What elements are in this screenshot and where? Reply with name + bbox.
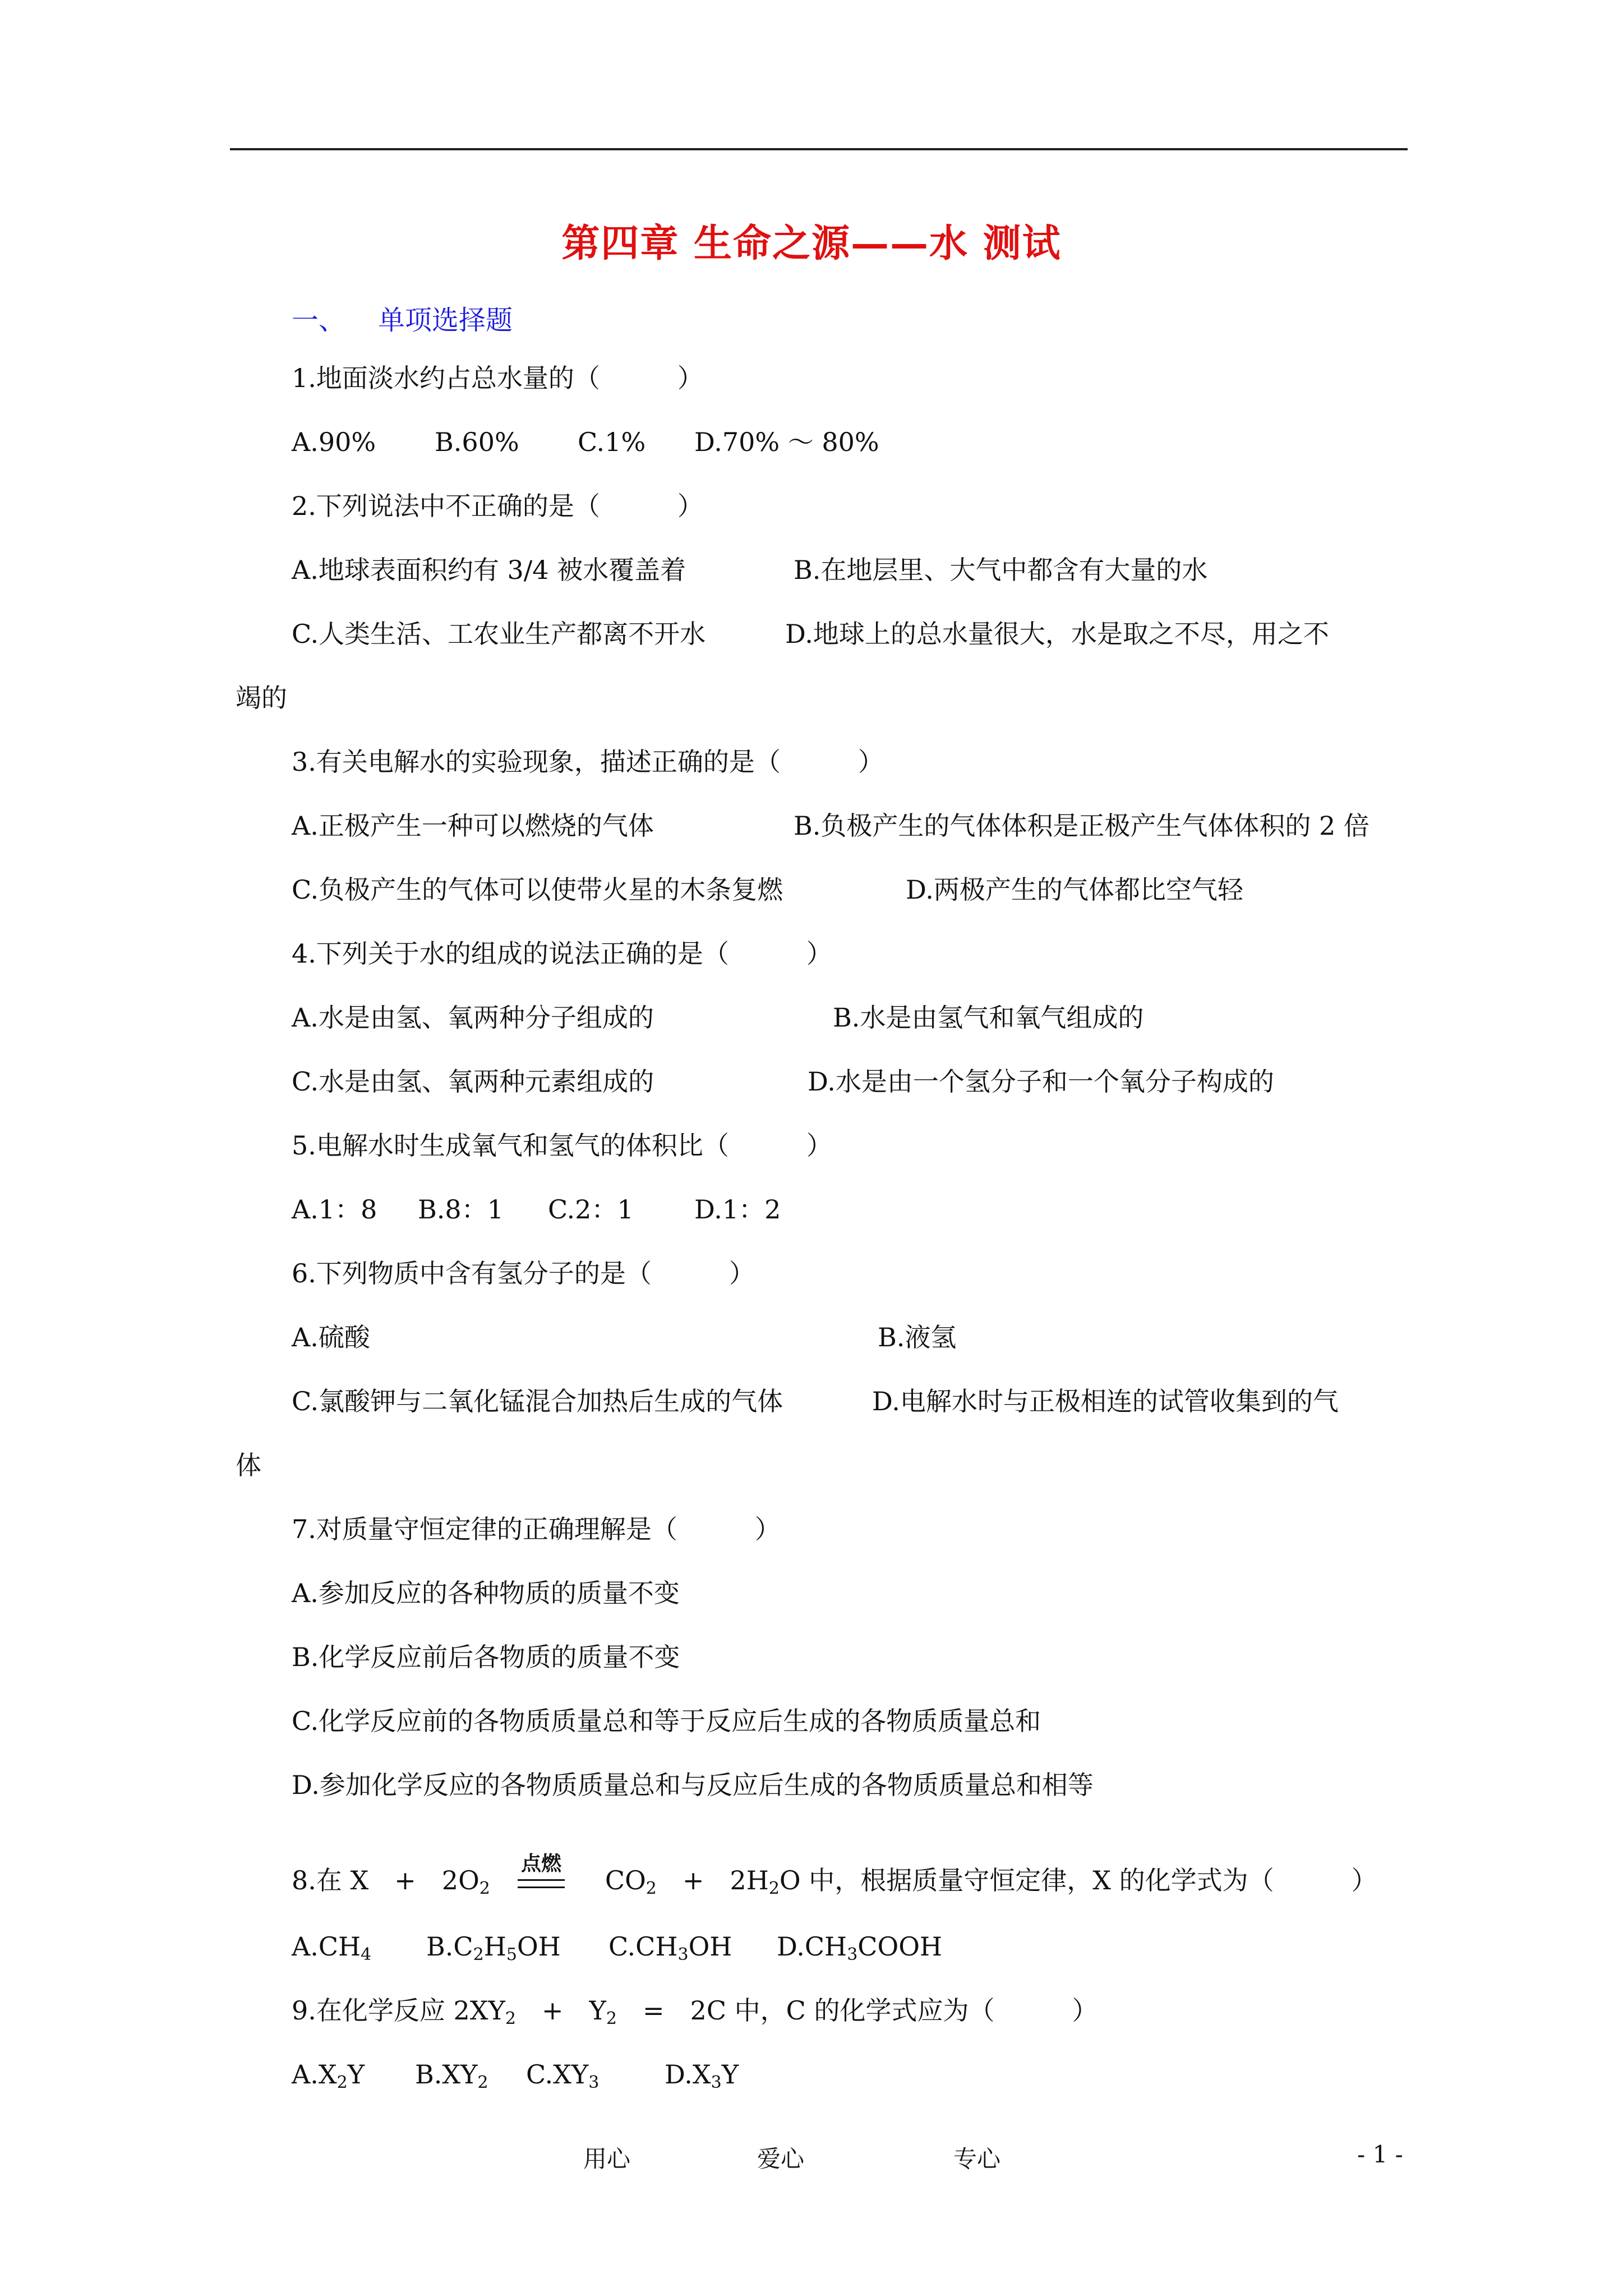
q3-option-d: D.两极产生的气体都比空气轻: [906, 875, 1243, 905]
footer-text-mid: 爱心: [757, 2145, 805, 2173]
page-title: 第四章 生命之源——水 测试: [561, 221, 1062, 266]
q2-option-b: B.在地层里、大气中都含有大量的水: [794, 555, 1208, 585]
q5-option-c: C.2：1: [548, 1194, 634, 1225]
page-number: - 1 -: [1357, 2141, 1403, 2168]
section-label: 单项选择题: [378, 305, 513, 336]
q3-option-c: C.负极产生的气体可以使带火星的木条复燃: [292, 875, 783, 905]
q1-option-c: C.1%: [578, 427, 646, 457]
q8-subscript: 2: [645, 1879, 657, 1898]
q6-option-a: A.硫酸: [292, 1322, 370, 1352]
q5-option-d: D.1：2: [694, 1194, 781, 1225]
reaction-condition: 点燃: [520, 1852, 561, 1875]
q1-option-a: A.90%: [292, 427, 376, 457]
q2-option-a: A.地球表面积约有 3/4 被水覆盖着: [292, 555, 686, 585]
q2-option-c: C.人类生活、工农业生产都离不开水: [292, 619, 706, 649]
q8-subscript: 2: [479, 1879, 490, 1898]
q8-option-d: $D.CH_3COOH$: [777, 1931, 943, 1964]
footer-text-left: 用心: [583, 2145, 631, 2173]
q9-stem: 9.在化学反应 $2XY_2$ + $Y_2$ = 2C 中，C 的化学式应为（ ）: [292, 1995, 1098, 2028]
q4-option-d: D.水是由一个氢分子和一个氧分子构成的: [808, 1066, 1274, 1097]
q7-option-d: D.参加化学反应的各物质质量总和与反应后生成的各物质质量总和相等: [292, 1770, 1094, 1800]
header-rule: [230, 148, 1408, 150]
q5-stem: 5.电解水时生成氧气和氢气的体积比（ ）: [292, 1130, 832, 1161]
q9-option-a: $A.X_2Y$: [292, 2059, 365, 2092]
q7-option-c: C.化学反应前的各物质质量总和等于反应后生成的各物质质量总和: [292, 1706, 1041, 1736]
q3-option-a: A.正极产生一种可以燃烧的气体: [292, 811, 654, 841]
q5-option-b: B.8：1: [418, 1194, 504, 1225]
q6-stem: 6.下列物质中含有氢分子的是（ ）: [292, 1258, 755, 1289]
q3-option-b: B.负极产生的气体体积是正极产生气体体积的 2 倍: [794, 811, 1370, 841]
q4-stem: 4.下列关于水的组成的说法正确的是（ ）: [292, 938, 832, 969]
q4-option-a: A.水是由氢、氧两种分子组成的: [292, 1002, 654, 1033]
section-number: 一、: [292, 305, 346, 336]
q5-option-a: A.1：8: [292, 1194, 377, 1225]
q6-option-c: C.氯酸钾与二氧化锰混合加热后生成的气体: [292, 1386, 783, 1416]
q9-option-d: $D.X_3Y$: [665, 2059, 739, 2092]
reaction-arrow: [513, 1851, 569, 1888]
section-heading: [292, 298, 513, 337]
q7-option-a: A.参加反应的各种物质的质量不变: [292, 1578, 680, 1608]
q8-option-c: $C.CH_3OH$: [608, 1931, 732, 1964]
q2-option-d-continued: 竭的: [236, 683, 287, 713]
q8-stem-suffix: O 中，根据质量守恒定律，X 的化学式为（ ）: [779, 1865, 1377, 1895]
q8-product-h: + 2H: [682, 1865, 769, 1895]
q2-option-d: D.地球上的总水量很大，水是取之不尽，用之不: [785, 619, 1329, 649]
q1-stem: 1.地面淡水约占总水量的（ ）: [292, 363, 703, 393]
q9-option-b: $B.XY_2$: [415, 2059, 488, 2092]
q4-option-c: C.水是由氢、氧两种元素组成的: [292, 1066, 654, 1097]
q8-option-b: $B.C_2H_5OH$: [426, 1931, 561, 1964]
q1-option-b: B.60%: [435, 427, 519, 457]
q8-option-a: $A.CH_4$: [292, 1931, 372, 1964]
q8-subscript: 2: [768, 1879, 780, 1898]
footer-text-right: 专心: [953, 2145, 1001, 2173]
q8-product-co: CO: [605, 1865, 646, 1895]
q6-option-d: D.电解水时与正极相连的试管收集到的气: [872, 1386, 1339, 1416]
reaction-equals-icon: [518, 1879, 565, 1888]
q7-option-b: B.化学反应前后各物质的质量不变: [292, 1642, 680, 1672]
q8-stem-prefix: 8.在 X + 2O: [292, 1865, 479, 1895]
q3-stem: 3.有关电解水的实验现象，描述正确的是（ ）: [292, 747, 884, 777]
q9-option-c: $C.XY_3$: [526, 2059, 600, 2092]
q2-stem: 2.下列说法中不正确的是（ ）: [292, 491, 703, 521]
q1-option-d: D.70% ～ 80%: [694, 427, 879, 457]
q8-stem: [292, 1864, 1377, 1897]
q6-option-d-continued: 体: [236, 1450, 261, 1480]
q4-option-b: B.水是由氢气和氧气组成的: [833, 1002, 1144, 1033]
q6-option-b: B.液氢: [878, 1322, 957, 1352]
q7-stem: 7.对质量守恒定律的正确理解是（ ）: [292, 1514, 781, 1544]
